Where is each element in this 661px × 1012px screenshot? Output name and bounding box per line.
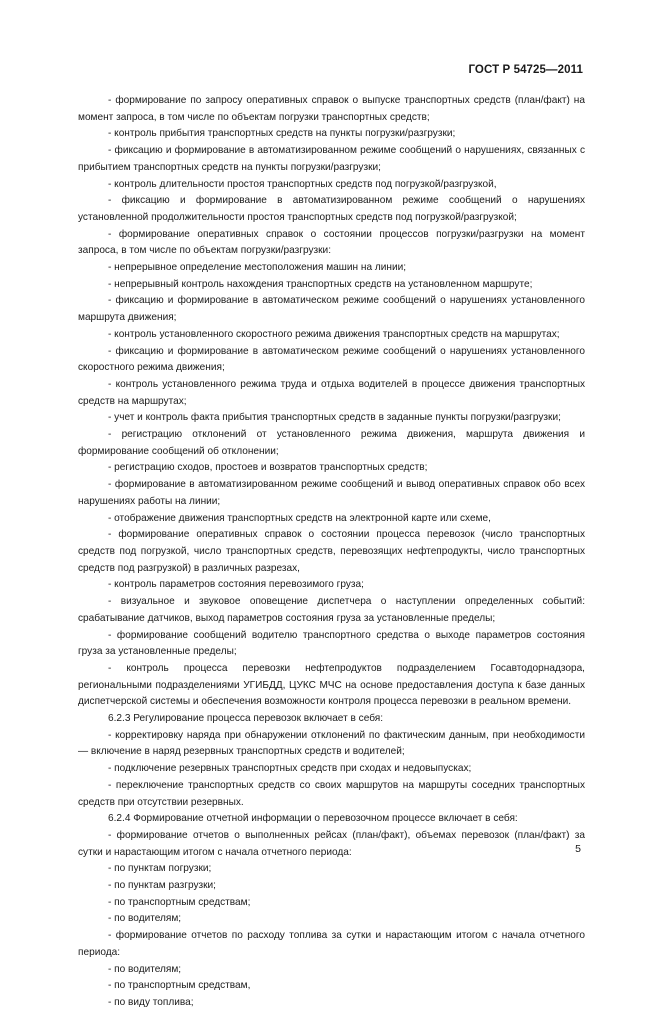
- document-paragraph: - контроль прибытия транспортных средств на пункты погрузки/разгрузки;: [108, 128, 456, 140]
- document-paragraph: - формирование сообщений водителю транспортного средства о выходе параметров состояния груза за установленные пределы;: [78, 629, 585, 658]
- document-paragraph: - формирование оперативных справок о состоянии процесса перевозок (число транспортных средств под погрузкой, число транспортных средств, перевозящих нефтепродукты, число транспортных средств под разгрузкой) в различных разрезах,: [78, 529, 585, 574]
- document-paragraph: - контроль установленного скоростного режима движения транспортных средств на маршрутах;: [108, 328, 560, 340]
- document-standard-id: ГОСТ Р 54725—2011: [468, 64, 583, 76]
- document-paragraph: - корректировку наряда при обнаружении отклонений по фактическим данным, при необходимости — включение в наряд резервных транспортных средств и водителей;: [78, 729, 585, 758]
- document-paragraph: - формирование отчетов по расходу топлива за сутки и нарастающим итогом с начала отчетного периода:: [78, 930, 585, 958]
- document-paragraph: - регистрацию отклонений от установленного режима движения, маршрута движения и формирование сообщений об отклонении;: [78, 429, 585, 457]
- document-paragraph: - регистрацию сходов, простоев и возвратов транспортных средств;: [108, 462, 428, 474]
- document-paragraph: 6.2.3 Регулирование процесса перевозок включает в себя:: [108, 713, 384, 725]
- document-paragraph: - переключение транспортных средств со своих маршрутов на маршруты соседних транспортных средств при отсутствии резервных.: [78, 779, 585, 808]
- document-paragraph: - фиксацию и формирование в автоматизированном режиме сообщений о нарушениях установленной продолжительности простоя транспортных средств под погрузкой/разгрузкой;: [78, 195, 585, 223]
- document-paragraph: - по водителям;: [108, 963, 182, 975]
- document-paragraph: - непрерывный контроль нахождения транспортных средств на установленном маршруте;: [108, 278, 533, 290]
- document-paragraph: - фиксацию и формирование в автоматическом режиме сообщений о нарушениях установленного маршрута движения;: [78, 295, 585, 324]
- document-paragraph: - контроль параметров состояния перевозимого груза;: [108, 579, 364, 591]
- document-paragraph: - визуальное и звуковое оповещение диспетчера о наступлении определенных событий: срабатывание датчиков, выход параметров состояния груза за установленные пределы;: [78, 596, 585, 624]
- document-paragraph: - формирование в автоматизированном режиме сообщений и вывод оперативных справок обо всех нарушениях работы на линии;: [78, 479, 585, 507]
- document-paragraph: - непрерывное определение местоположения машин на линии;: [108, 262, 407, 274]
- document-paragraph: - по виду топлива;: [108, 996, 194, 1008]
- document-paragraph: - фиксацию и формирование в автоматизированном режиме сообщений о нарушениях, связанных с прибытием транспортных средств на пункты погрузки/разгрузки;: [78, 145, 585, 173]
- document-paragraph: - контроль процесса перевозки нефтепродуктов подразделением Госавтодорнадзора, региональными подразделениями УГИБДД, ЦУКС МЧС на основе предоставления доступа к базе данных диспетчерской системы и обеспечения возможности контроля процесса перевозки в реальном времени.: [78, 662, 585, 708]
- document-paragraph: - отображение движения транспортных средств на электронной карте или схеме,: [108, 512, 491, 524]
- document-paragraph: - фиксацию и формирование в автоматическом режиме сообщений о нарушениях установленного скоростного режима движения;: [78, 345, 585, 374]
- page-number: 5: [575, 843, 581, 855]
- document-paragraph: - формирование отчетов о выполненных рейсах (план/факт), объемах перевозок (план/факт) за сутки и нарастающим итогом с начала отчетного периода:: [78, 829, 585, 858]
- document-paragraph: - по пунктам погрузки;: [108, 863, 212, 875]
- document-paragraph: - контроль установленного режима труда и отдыха водителей в процессе движения транспортных средств на маршрутах;: [78, 378, 585, 407]
- document-paragraph: - по транспортным средствам;: [108, 896, 251, 908]
- document-paragraph: - подключение резервных транспортных средств при сходах и недовыпусках;: [108, 763, 472, 775]
- document-paragraph: - формирование по запросу оперативных справок о выпуске транспортных средств (план/факт) на момент запроса, в том числе по объектам погрузки транспортных средств;: [78, 95, 585, 123]
- document-body: [78, 93, 585, 1012]
- document-paragraph: - по транспортным средствам,: [108, 980, 251, 992]
- document-paragraph: 6.2.4 Формирование отчетной информации о перевозочном процессе включает в себя:: [108, 813, 518, 825]
- document-paragraph: - по водителям;: [108, 913, 182, 925]
- document-paragraph: - формирование оперативных справок о состоянии процессов погрузки/разгрузки на момент запроса, в том числе по объектам погрузки/разгрузки:: [78, 228, 585, 257]
- document-paragraph: - контроль длительности простоя транспортных средств под погрузкой/разгрузкой,: [108, 178, 497, 190]
- document-paragraph: - учет и контроль факта прибытия транспортных средств в заданные пункты погрузки/разгрузки;: [108, 412, 561, 424]
- document-paragraph: - по пунктам разгрузки;: [108, 880, 216, 892]
